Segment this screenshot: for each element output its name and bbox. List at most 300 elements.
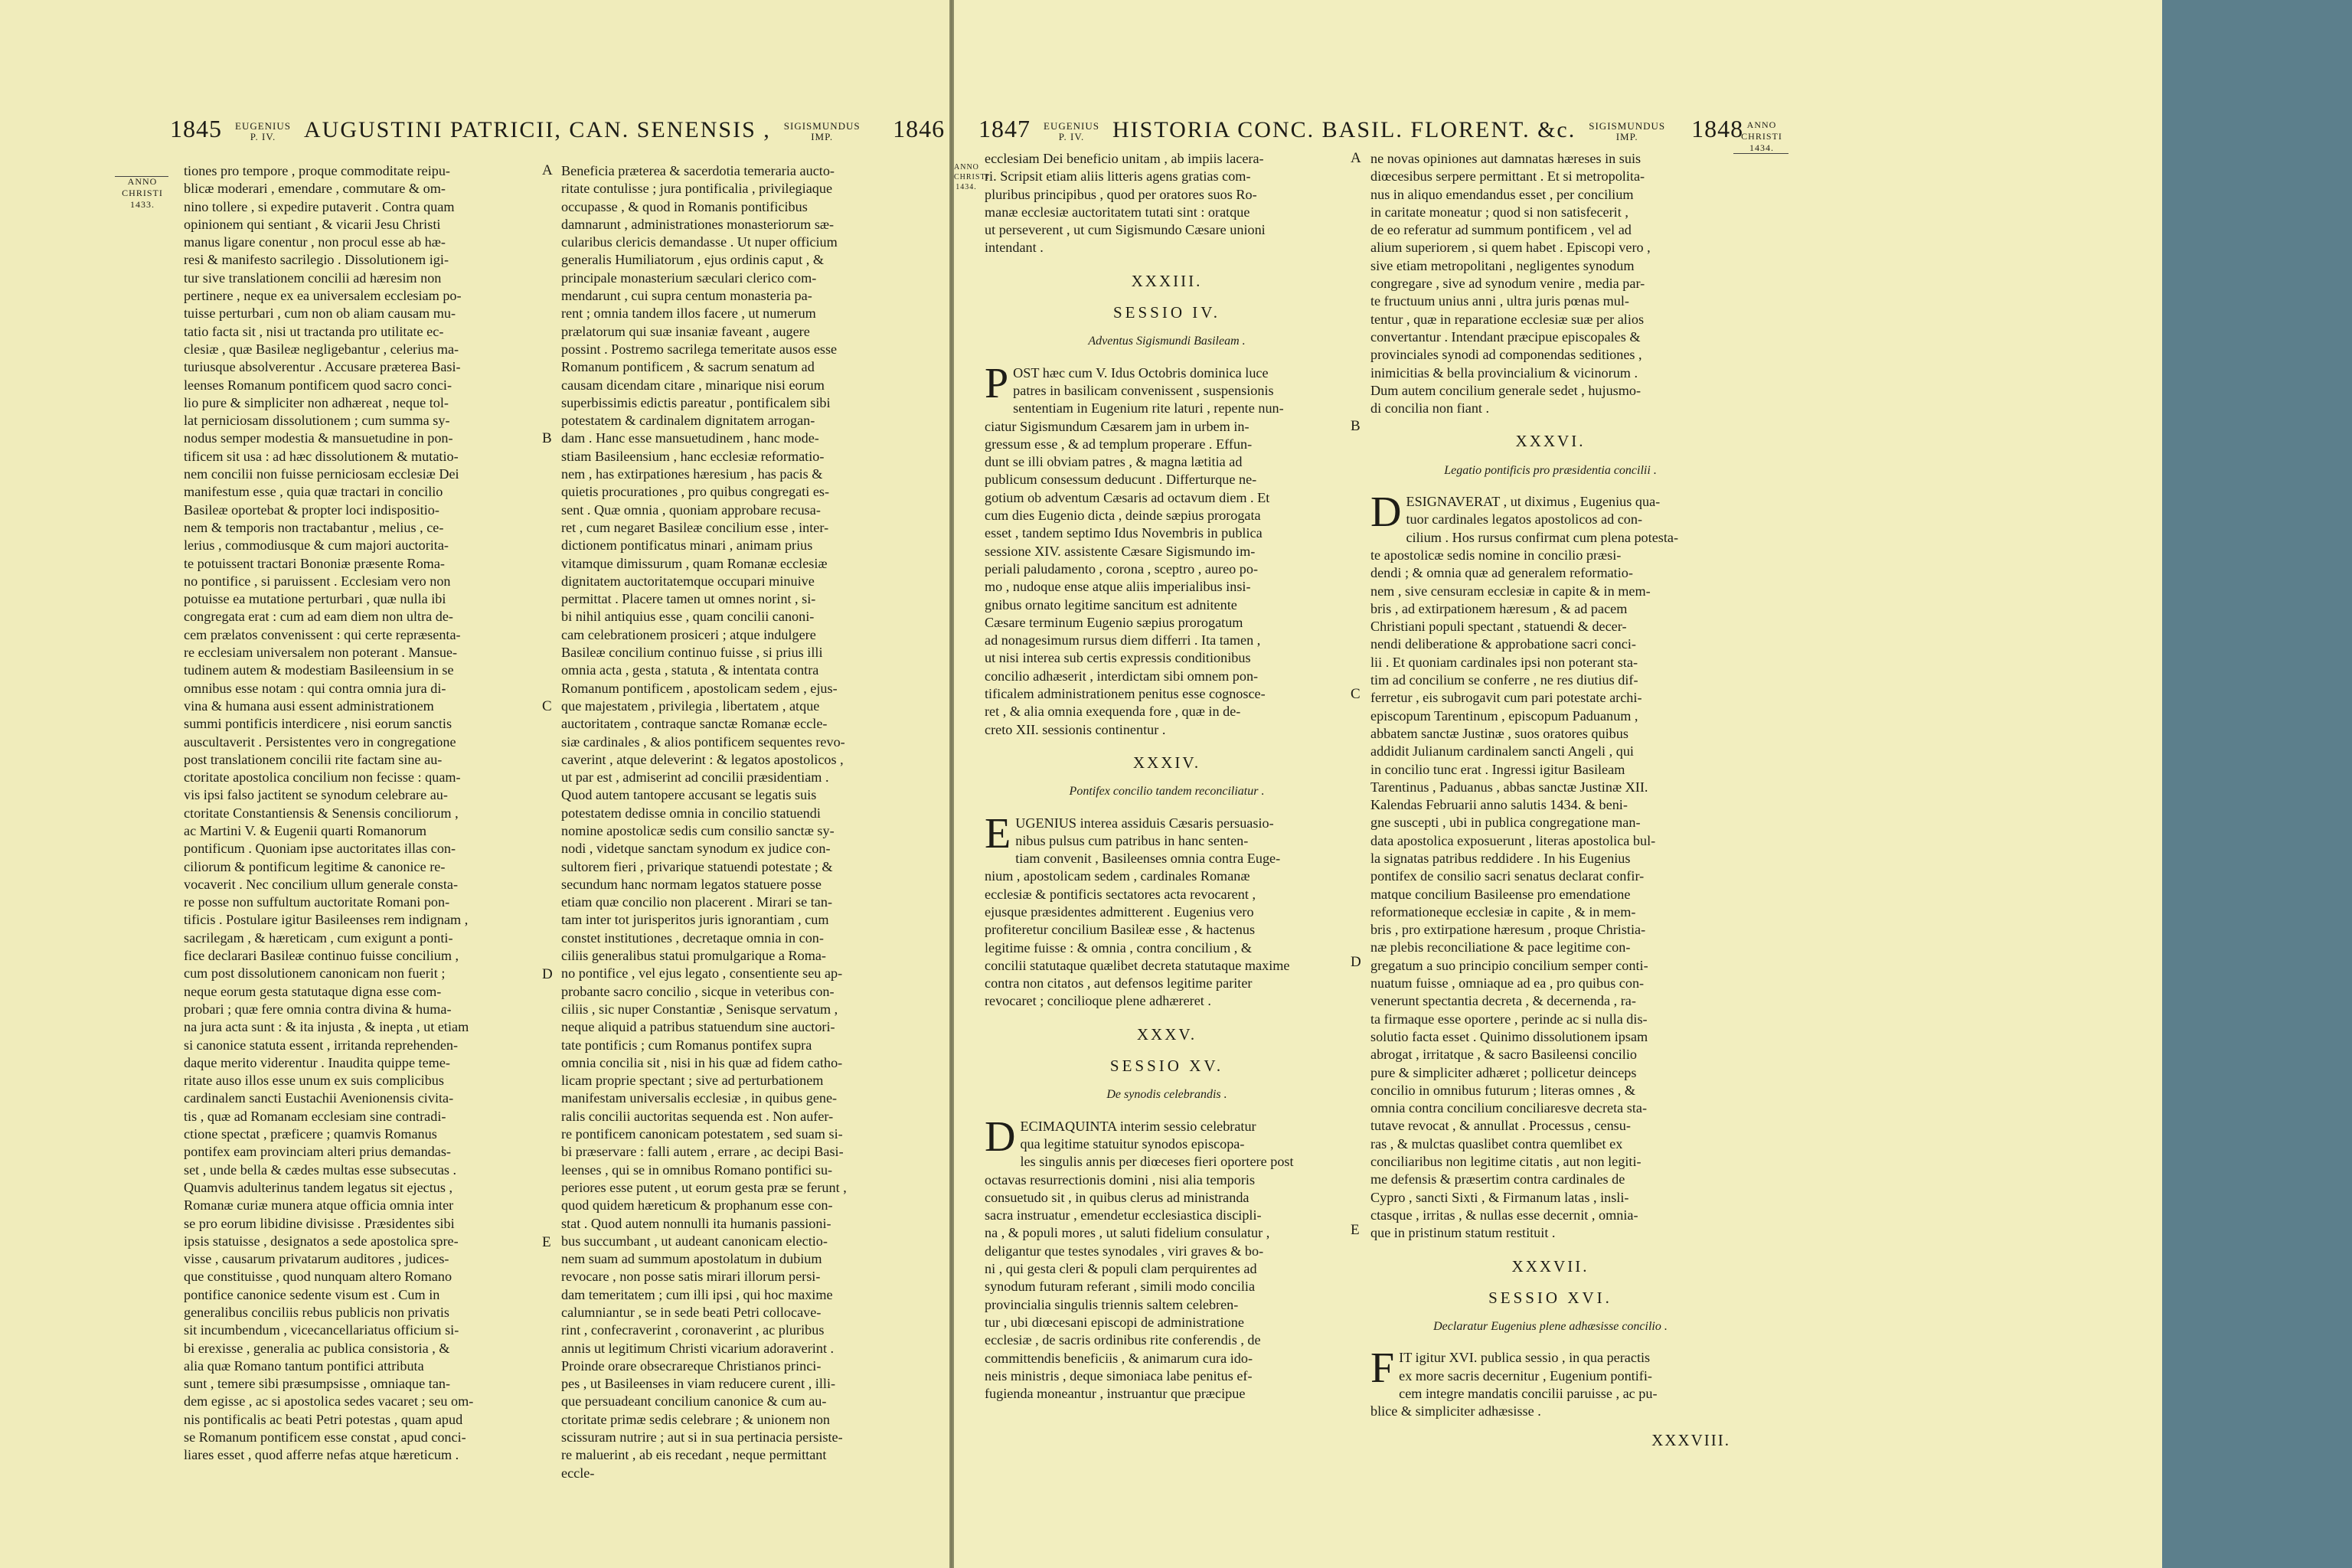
- running-head-eugenius: [235, 121, 291, 142]
- right-page-header: [978, 115, 1743, 143]
- text-line: te fructuum unius anni , ultra juris pœnas mul-: [1370, 293, 1629, 309]
- running-head-sigismundus: [784, 121, 861, 142]
- text-line: consuetudo sit , in quibus clerus ad ministranda: [985, 1189, 1250, 1205]
- text-line: neque eorum gesta statutaque digna esse com-: [184, 983, 442, 999]
- drop-cap: P: [985, 359, 1009, 407]
- text-line: leenses Romanum pontificem quod sacro conci-: [184, 377, 452, 393]
- text-line: ut par est , admiserint ad concilii præsidentiam .: [561, 769, 829, 786]
- text-line: Basileæ concilium continuo fuisse , si prius illi: [561, 645, 823, 661]
- text-line: nem , has extirpationes hæresium , has pacis &: [561, 466, 823, 482]
- text-line: constet institutiones , decretaque omnia in con-: [561, 929, 824, 946]
- text-line: lio pure & simpliciter non adhæreat , neque tol-: [184, 394, 449, 410]
- text-line: re pontificem canonicam potestatem , sed suam si-: [561, 1126, 843, 1142]
- text-line: periores esse putent , ut eorum gesta præ se ferunt ,: [561, 1179, 847, 1195]
- text-line: manifestum esse , quia quæ tractari in concilio: [184, 484, 443, 500]
- text-line: congregare , sive ad synodum venire , media par-: [1370, 276, 1645, 292]
- text-line: Quamvis adulterinus tandem legatus sit ejectus ,: [184, 1179, 453, 1195]
- text-line: de eo referatur ad summum pontificem , vel ad: [1370, 222, 1632, 238]
- margin-letter-b: B: [542, 430, 552, 446]
- paragraph-adventus: [985, 359, 1349, 739]
- text-line: Basileæ oportebat & propter loci indispositio-: [184, 501, 439, 518]
- text-line: quietis procurationes , pro quibus congregati es-: [561, 484, 830, 500]
- text-line: creto XII. sessionis continentur .: [985, 721, 1166, 737]
- text-line: manæ ecclesiæ auctoritatem tutati sint : oratque: [985, 204, 1250, 220]
- text-line: Beneficia præterea & sacerdotia temeraria aucto-: [561, 163, 835, 178]
- text-line: prælatorum qui suæ insaniæ faveant , augere: [561, 323, 810, 339]
- text-line: etiam quæ concilio non placerent . Mirari se tan-: [561, 894, 833, 910]
- margin-letter-d: D: [542, 966, 553, 982]
- text-line: nino tollere , si expedire putaverit . Contra quam: [184, 198, 455, 214]
- text-line: ipsis statuisse , designatos a sede apostolica spre-: [184, 1233, 459, 1249]
- text-line: cum dies Eugenio dicta , deinde sæpius prorogata: [985, 508, 1261, 524]
- text-line: tatio facta sit , nisi ut tractanda pro utilitate ec-: [184, 323, 444, 339]
- text-line: tificalem administrationem penitus esse cognosce-: [985, 686, 1266, 702]
- text-line: ut nisi interea sub certis expressis conditionibus: [985, 650, 1251, 666]
- text-line: dam temeritatem ; cum illi ipsi , qui hoc maxime: [561, 1286, 833, 1302]
- text-line: pontifice canonice sedente visum est . Cum in: [184, 1286, 440, 1302]
- running-head-line: IMP.: [1615, 131, 1638, 143]
- text-line: mo , nudoque ense atque aliis imperialibus insi-: [985, 579, 1251, 595]
- text-line: esset , tandem septimo Idus Novembris in publica: [985, 525, 1263, 541]
- text-line: tur , ubi diœcesani episcopi de administratione: [985, 1314, 1244, 1330]
- text-line: gregatum a suo principio concilium semper conti-: [1370, 957, 1648, 973]
- section-number-xxxiii: XXXIII.: [1131, 271, 1203, 290]
- text-line: cam celebrationem prosiceri ; atque indulgere: [561, 626, 816, 642]
- text-line: blicæ moderari , emendare , commutare & om-: [184, 181, 446, 197]
- text-line: ecclesiæ & pontificis sectatores acta revocarent ,: [985, 886, 1256, 902]
- text-line: dem egisse , ac si apostolica sedes vacaret ; seu om-: [184, 1393, 474, 1410]
- text-line: manifestam universalis ecclesiæ , in quibus gene-: [561, 1090, 838, 1106]
- page-number-1848: 1848: [1691, 115, 1744, 142]
- text-line: tificis . Postulare igitur Basileenses rem indignam ,: [184, 912, 469, 928]
- text-line: sent . Quæ omnia , quoniam approbare recusa-: [561, 501, 821, 518]
- text-line: ecclesiam Dei beneficio unitam , ab impiis lacera-: [985, 151, 1264, 166]
- text-line: neis ministris , deque simoniaca labe penitus ef-: [985, 1367, 1253, 1383]
- text-line: OST hæc cum V. Idus Octobris dominica luce: [1013, 364, 1269, 381]
- text-line: ad nonagesimum rursus diem differri . Ita tamen ,: [985, 632, 1261, 648]
- text-line: publicum consessum deducunt . Differturque ne-: [985, 472, 1257, 488]
- running-head-line: P. IV.: [250, 131, 276, 143]
- text-line: episcopum Tarentinum , episcopum Paduanum ,: [1370, 707, 1638, 724]
- text-line: revocare , non posse satis mirari illorum persi-: [561, 1269, 821, 1285]
- text-line: potestatem & cardinalem dignitatem arrogan-: [561, 413, 815, 429]
- text-line: Romanum pontificem , apostolicam sedem , ejus-: [561, 680, 838, 696]
- text-line: provincialia singulis triennis saltem celebren-: [985, 1296, 1239, 1312]
- margin-letter-e: E: [542, 1234, 551, 1250]
- text-line: diœcesibus serpere permittant . Et si metropolita-: [1370, 168, 1645, 185]
- text-line: cem prælatos convenissent : qui certe repræsenta-: [184, 626, 461, 642]
- text-line: siæ cardinales , & alios pontificem sequentes revo-: [561, 733, 845, 750]
- text-line: te apostolicæ sedis nomine in concilio præsi-: [1370, 547, 1622, 563]
- text-line: secundum hanc normam legatos statuere posse: [561, 876, 822, 892]
- text-line: potuisse ea mutatione perturbari , quæ nulla ibi: [184, 591, 446, 607]
- text-line: pontificum . Quoniam ipse auctoritates illas con-: [184, 841, 456, 857]
- text-line: vina & humana ausi essent administrationem: [184, 697, 434, 714]
- margin-letter-a: A: [1351, 150, 1361, 166]
- drop-cap: E: [985, 809, 1011, 858]
- running-head-eugenius: [1044, 121, 1099, 142]
- text-line: ciliorum & pontificum legitime & canonice re-: [184, 858, 446, 874]
- text-line: principale monasterium sæculari clerico com-: [561, 270, 817, 286]
- text-line: nis pontificalis ac beati Petri potestas , quam apud: [184, 1411, 463, 1427]
- text-line: ctoritate Constantiensis & Senensis conciliorum ,: [184, 805, 459, 821]
- text-line: pes , ut Basileenses in viam reducere curent , illi-: [561, 1376, 836, 1392]
- text-line: tutave revocat , & annullat . Processus , censu-: [1370, 1118, 1631, 1134]
- text-line: les singulis annis per diœceses fieri oportere post: [1020, 1154, 1294, 1170]
- text-line: no pontifice , si paruissent . Ecclesiam vero non: [184, 573, 451, 589]
- text-line: ex more sacris decernitur , Eugenium pontifi-: [1399, 1367, 1652, 1383]
- text-line: gne suscepti , ubi in publica congregatione man-: [1370, 815, 1641, 831]
- margin-note-line: ANNO: [954, 163, 979, 172]
- text-line: ciliis generalibus statui promulgarique a Roma-: [561, 948, 826, 964]
- text-line: blice & simpliciter adhæsisse .: [1370, 1403, 1541, 1419]
- text-line: na jura acta sunt : & ita injusta , & inepta , ut etiam: [184, 1019, 469, 1035]
- text-line: re posse non suffultum auctoritate Romani pon-: [184, 894, 450, 910]
- text-line: rint , confecraverint , coronaverint , ac pluribus: [561, 1322, 825, 1338]
- text-line: Christiani populi spectant , statuendi & decer-: [1370, 619, 1627, 635]
- anno-christi-note-inner: [954, 162, 989, 192]
- text-line: que majestatem , privilegia , libertatem , atque: [561, 697, 820, 714]
- margin-note-line: CHRISTI: [122, 188, 163, 198]
- page-number-1847: 1847: [978, 115, 1031, 142]
- text-line: cularibus clericis demandasse . Ut nuper officium: [561, 234, 838, 250]
- text-line: nodus semper modestia & mansuetudine in pon-: [184, 430, 453, 446]
- text-line: nuatum fuisse , omniaque ad ea , pro quibus con-: [1370, 975, 1645, 991]
- section-subtitle: Pontifex concilio tandem reconciliatur .: [1069, 785, 1265, 799]
- text-line: ESIGNAVERAT , ut diximus , Eugenius qua-: [1406, 494, 1661, 510]
- text-line: ri. Scripsit etiam aliis litteris agens gratias com-: [985, 168, 1251, 185]
- text-line: tur sive translationem concilii ad hæresim non: [184, 270, 442, 286]
- text-line: ret , cum negaret Basileæ concilium esse , inter-: [561, 519, 829, 535]
- text-line: tentur , quæ in reparatione ecclesiæ suæ per alios: [1370, 311, 1645, 327]
- margin-letter-c: C: [542, 698, 552, 714]
- text-line: potestatem dedisse omnia in concilio statuendi: [561, 805, 821, 821]
- text-line: Kalendas Februarii anno salutis 1434. & beni-: [1370, 797, 1628, 813]
- text-line: rent ; omnia tandem illos facere , ut numerum: [561, 305, 816, 322]
- text-line: ret , & alia omnia exequenda fore , quæ in de-: [985, 704, 1241, 720]
- margin-note-line: ANNO: [1746, 119, 1777, 130]
- text-line: liares esset , quod afferre nefas atque hæreticum .: [184, 1447, 459, 1463]
- text-line: permittat . Placere tamen ut omnes norint , si-: [561, 591, 816, 607]
- margin-note-line: 1434.: [1749, 142, 1774, 153]
- text-line: abrogat , irritatque , & sacro Basileensi concilio: [1370, 1047, 1637, 1063]
- text-line: vis ipsi falso jactitent se synodum celebrare au-: [184, 787, 448, 803]
- text-line: Dum autem concilium generale sedet , hujusmo-: [1370, 382, 1642, 398]
- text-line: addidit Julianum cardinalem sancti Angeli , qui: [1370, 743, 1634, 760]
- text-line: calumniantur , se in sede beati Petri collocave-: [561, 1305, 822, 1320]
- text-line: in concilio tunc erat . Ingressi igitur Basileam: [1370, 761, 1625, 777]
- text-line: contra non citatos , aut defensos legitime pariter: [985, 975, 1253, 991]
- text-line: tam inter tot jurisperitos juris ignorantiam , cum: [561, 912, 829, 928]
- text-line: ac Martini V. & Eugenii quarti Romanorum: [184, 822, 427, 838]
- text-line: deligantur que testes synodales , viri graves & bo-: [985, 1243, 1264, 1259]
- text-line: nendi deliberatione & approbatione sacri conci-: [1370, 636, 1636, 652]
- text-line: tudinem autem & modestiam Basileensium in se: [184, 662, 454, 678]
- text-line: pertinere , neque ex ea universalem ecclesiam po-: [184, 288, 462, 304]
- text-line: cem integre mandatis concilii paruisse , ac pu-: [1399, 1386, 1658, 1401]
- running-head-sigismundus: [1589, 121, 1665, 142]
- text-line: congregata erat : cum ad eam diem non ultra de-: [184, 609, 453, 625]
- text-line: visse , causarum privatarum auditores , judices-: [184, 1251, 449, 1267]
- text-line: reformationeque ecclesiæ in capite , & in mem-: [1370, 903, 1636, 920]
- left-page-header: [170, 115, 945, 143]
- text-line: solutio facta esset . Quinimo dissolutionem ipsam: [1370, 1028, 1648, 1044]
- text-line: fugienda moneantur , instruantur que præcipue: [985, 1386, 1246, 1402]
- text-line: ciatur Sigismundum Cæsarem jam in urbem in-: [985, 418, 1250, 434]
- anno-christi-note-right: [1733, 119, 1790, 154]
- section-number-xxxvii: XXXVII.: [1511, 1256, 1589, 1276]
- text-line: se Romanum pontificem esse constat , apud conci-: [184, 1429, 466, 1446]
- text-line: bus succumbant , ut audeant canonicam electio-: [561, 1233, 828, 1249]
- text-line: tiam convenit , Basileenses omnia contra Euge-: [1015, 851, 1281, 867]
- text-line: nibus pulsus cum patribus in hanc senten-: [1015, 832, 1249, 848]
- text-line: provinciales synodi ad componendas seditiones ,: [1370, 347, 1642, 363]
- section-subtitle: Declaratur Eugenius plene adhæsisse concilio .: [1433, 1320, 1668, 1334]
- text-line: dignitatem auctoritatemque occupari minuive: [561, 573, 815, 589]
- section-number-xxxv: XXXV.: [1136, 1024, 1197, 1044]
- text-line: sunt , temere sibi præsumpsisse , omniaque tan-: [184, 1376, 451, 1392]
- text-line: ne novas opiniones aut damnatas hæreses in suis: [1370, 151, 1642, 166]
- left-column-2: [561, 162, 919, 1482]
- page-number-1845: 1845: [170, 115, 222, 142]
- text-line: no pontifice , vel ejus legato , consentiente seu ap-: [561, 965, 843, 982]
- paragraph-declaratur: [1370, 1344, 1730, 1420]
- text-line: quod quidem hæreticum & prophanum esse con-: [561, 1197, 833, 1214]
- text-line: caverint , atque deleverint : & legatos apostolicos ,: [561, 751, 844, 767]
- session-title-xv: SESSIO XV.: [1109, 1057, 1224, 1076]
- left-page-title: AUGUSTINI PATRICII, CAN. SENENSIS ,: [304, 117, 771, 142]
- text-line: ferretur , eis subrogavit cum pari potestate archi-: [1370, 690, 1642, 706]
- text-line: re ecclesiam universalem non poterant . Mansue-: [184, 645, 458, 661]
- text-line: lerius , commodiusque & cum majori auctorita-: [184, 537, 449, 554]
- text-line: octavas resurrectionis domini , nisi alia temporis: [985, 1171, 1256, 1187]
- section-number-xxxiv: XXXIV.: [1132, 753, 1201, 772]
- section-subtitle: Adventus Sigismundi Basileam .: [1088, 335, 1246, 348]
- text-line: auctoritatem , contraque sanctæ Romanæ eccle-: [561, 716, 828, 732]
- text-line: sive etiam metropolitani , negligentes synodum: [1370, 257, 1635, 273]
- margin-letter-d: D: [1351, 954, 1361, 970]
- margin-letter-b: B: [1351, 418, 1361, 434]
- text-line: Cæsare terminum Eugenio sæpius prorogatum: [985, 614, 1243, 630]
- text-line: concilio in omnibus futurum ; literas omnes , &: [1370, 1082, 1636, 1098]
- section-number-xxxviii: XXXVIII.: [1651, 1430, 1730, 1449]
- text-line: data apostolica exposuerunt , literas apostolica bul-: [1370, 832, 1656, 848]
- text-line: sententiam in Eugenium rite laturi , repente nun-: [1013, 400, 1284, 416]
- text-line: ritate contulisse ; jura pontificalia , privilegiaque: [561, 181, 833, 197]
- text-line: pontifex eam provinciam alteri prius demandas-: [184, 1144, 451, 1160]
- session-title-xvi: SESSIO XVI.: [1488, 1288, 1612, 1307]
- text-line: ctoritate apostolica concilium non fecisse : quam-: [184, 769, 461, 786]
- text-line: dendi ; & omnia quæ ad generalem reformatio-: [1370, 565, 1633, 581]
- text-line: que persuadeant concilium canonice & cum au-: [561, 1393, 827, 1410]
- text-line: superbissimis edictis pareatur , pontificalem sibi: [561, 394, 831, 410]
- text-line: ut perseverent , ut cum Sigismundo Cæsare unioni: [985, 222, 1266, 238]
- text-line: stiam Basileensium , hanc ecclesiæ reformatio-: [561, 448, 825, 464]
- left-page: [0, 0, 949, 1568]
- text-line: legitime fuisse : & omnia , contra concilium , &: [985, 939, 1253, 956]
- text-line: concilii statutaque quælibet decreta statutaque maxime: [985, 957, 1290, 973]
- text-line: ciliis , sic nuper Constantiæ , Senisque servatum ,: [561, 1001, 838, 1017]
- running-head-line: SIGISMUNDUS: [783, 120, 861, 132]
- text-line: daque merito viderentur . Inaudita quippe teme-: [184, 1054, 450, 1070]
- text-line: re maluerint , ab eis recedant , neque permittant: [561, 1447, 827, 1463]
- text-line: bris , ad extirpationem hæresum , & ad pacem: [1370, 600, 1628, 616]
- text-line: IT igitur XVI. publica sessio , in qua peractis: [1399, 1350, 1651, 1366]
- text-line: gressum esse , & ad templum properare . Effun-: [985, 436, 1253, 452]
- right-column-1: [985, 150, 1349, 1403]
- paragraph-legatio: [1370, 488, 1730, 1242]
- text-line: Proinde orare obsecrareque Christianos princi-: [561, 1357, 822, 1374]
- text-line: Romanæ curiæ munera atque officia omnia inter: [184, 1197, 454, 1214]
- right-column-2: [1370, 150, 1730, 1449]
- right-page: [954, 0, 2162, 1568]
- text-line: ejusque præsidentes admitterent . Eugenius vero: [985, 903, 1254, 920]
- section-subtitle: Legatio pontificis pro præsidentia concilii .: [1444, 463, 1657, 477]
- text-line: resi & manifesto sacrilegio . Dissolutionem igi-: [184, 252, 449, 268]
- text-line: nus in aliquo emendandus esset , per concilium: [1370, 186, 1634, 202]
- text-line: alia quæ Romano tantum pontifici attributa: [184, 1357, 424, 1374]
- text-line: ni , qui gesta cleri & populi clam perquirentes ad: [985, 1261, 1257, 1277]
- text-line: tim ad concilium se conferre , ne res diutius dif-: [1370, 672, 1638, 688]
- text-line: in caritate moneatur ; quod si non satisfecerit ,: [1370, 204, 1628, 220]
- text-line: omnia acta , gesta , statuta , & intentata contra: [561, 662, 819, 678]
- text-line: pontifex de consilio sacri senatus declarat confir-: [1370, 868, 1645, 884]
- text-line: nem & temporis non tractabantur , melius , ce-: [184, 519, 444, 535]
- text-line: que constituisse , quod nunquam altero Romano: [184, 1269, 452, 1285]
- text-line: tis , quæ ad Romanam ecclesiam sine contradi-: [184, 1108, 446, 1124]
- text-line: ctasque , irritas , & nullas esse decernit , omnia-: [1370, 1207, 1638, 1223]
- margin-letter-c: C: [1351, 686, 1361, 702]
- text-line: ECIMAQUINTA interim sessio celebratur: [1020, 1118, 1256, 1134]
- text-line: possint . Postremo sacrilega temeritate ausos esse: [561, 341, 838, 357]
- text-line: dictionem pontificatus minari , animam prius: [561, 537, 813, 554]
- text-line: ecclesiæ , de sacris ordinibus rite conferendis , de: [985, 1332, 1261, 1348]
- text-line: post translationem concilii rite factam sine au-: [184, 751, 443, 767]
- text-line: sessione XIV. assistente Cæsare Sigismundo im-: [985, 543, 1256, 559]
- text-line: vocaverit . Nec concilium ullum generale consta-: [184, 876, 459, 892]
- text-line: intendant .: [985, 240, 1044, 256]
- paragraph-pontifex: [985, 809, 1349, 1011]
- text-line: qua legitime statuitur synodos episcopa-: [1020, 1135, 1245, 1152]
- text-line: tate pontificis ; cum Romanus pontifex supra: [561, 1037, 812, 1053]
- left-column-1: [184, 162, 536, 1465]
- text-line: gotium ob adventum Cæsaris ad octavum diem . Et: [985, 489, 1270, 505]
- text-line: bi nihil antiquius esse , quam concilii canoni-: [561, 609, 815, 625]
- text-line: bi præservare : falli autem , errare , ac decipi Basi-: [561, 1144, 844, 1160]
- text-line: ta firmaque esse oportere , perinde ac si nulla dis-: [1370, 1011, 1648, 1027]
- text-line: dunt se illi obviam patres , & magna lætitia ad: [985, 454, 1243, 470]
- text-line: la signatas patribus reddidere . In his Eugenius: [1370, 850, 1631, 866]
- text-line: sacra instruatur , emendetur ecclesiastica discipli-: [985, 1207, 1262, 1223]
- text-line: lat perniciosam dissolutionem ; cum summa sy-: [184, 413, 450, 429]
- text-line: tificem sit usa : ad hæc dissolutionem & mutatio-: [184, 448, 459, 464]
- text-line: tuisse perturbari , cum non ob aliam causam mu-: [184, 305, 456, 322]
- running-head-line: IMP.: [811, 131, 834, 143]
- text-line: gnibus ornato legitime sancitum est adnitente: [985, 596, 1237, 612]
- text-line: ctione spectat , præficere ; quamvis Romanus: [184, 1126, 437, 1142]
- text-line: cum post dissolutionem canonicam non fuerit ;: [184, 965, 446, 982]
- running-head-line: EUGENIUS: [1044, 120, 1099, 132]
- text-line: scissuram nutrire ; aut si in sua pertinacia persiste-: [561, 1429, 843, 1446]
- margin-note-line: 1434.: [956, 183, 977, 191]
- text-line: opinionem qui sentiant , & vicarii Jesu Christi: [184, 216, 441, 232]
- right-page-title: HISTORIA CONC. BASIL. FLORENT. &c.: [1112, 117, 1576, 142]
- margin-note-line: CHRISTI: [954, 173, 989, 181]
- text-line: nodi , videtque sanctam synodum ex judice con-: [561, 841, 831, 857]
- running-head-line: P. IV.: [1058, 131, 1085, 143]
- margin-note-line: 1433.: [130, 199, 155, 210]
- text-line: nium , apostolicam sedem , cardinales Romanæ: [985, 868, 1250, 884]
- text-line: eccle-: [561, 1465, 595, 1481]
- text-line: ritate auso illos esse unum ex suis complicibus: [184, 1073, 444, 1089]
- text-line: næ plebis reconciliatione & pace legitime con-: [1370, 939, 1631, 956]
- text-line: di concilia non fiant .: [1370, 400, 1490, 416]
- text-line: profiteretur concilium Basileæ esse , & hactenus: [985, 922, 1256, 938]
- section-subtitle: De synodis celebrandis .: [1106, 1088, 1227, 1102]
- text-line: que in pristinum statum restituit .: [1370, 1225, 1556, 1241]
- anno-christi-note-left: [115, 176, 170, 211]
- text-line: ralis concilii auctoritas sequenda est . Non aufer-: [561, 1108, 834, 1124]
- session-title-iv: SESSIO IV.: [1113, 303, 1220, 322]
- text-line: concilio adhæserit , interdictam sibi omnem pon-: [985, 668, 1259, 684]
- running-head-line: EUGENIUS: [235, 120, 291, 132]
- section-number-xxxvi: XXXVI.: [1515, 432, 1586, 451]
- paragraph-synodis: [985, 1112, 1349, 1403]
- text-line: Tarentinus , Paduanus , abbas sanctæ Justinæ XII.: [1370, 779, 1648, 795]
- text-line: omnibus esse notam : qui contra omnia jura di-: [184, 680, 446, 696]
- text-line: vitamque dimissurum , quam Romanæ ecclesiæ: [561, 555, 828, 571]
- drop-cap: D: [985, 1112, 1016, 1161]
- text-line: synodum futuram referant , simili modo concilia: [985, 1279, 1256, 1295]
- text-line: si canonice statuta essent , irritanda reprehenden-: [184, 1037, 459, 1053]
- text-line: inimicitias & bella provincialium & vicinorum .: [1370, 364, 1638, 381]
- text-line: stat . Quod autem nonnulli ita humanis passioni-: [561, 1215, 831, 1231]
- text-line: convertantur . Intendant præcipue episcopales &: [1370, 328, 1641, 345]
- text-line: probante sacro concilio , sicque in veteribus con-: [561, 983, 835, 999]
- text-line: revocaret ; concilioque plene adhæreret .: [985, 993, 1211, 1009]
- text-line: nem concilii non fuisse perniciosam ecclesiæ Dei: [184, 466, 459, 482]
- text-line: Quod autem tantopere accusant se legatis suis: [561, 787, 817, 803]
- text-line: sit incumbendum , vicecancellariatus officium si-: [184, 1322, 459, 1338]
- text-line: alium superiorem , si quem habet . Episcopi vero ,: [1370, 240, 1651, 256]
- text-line: se pro eorum libidine divisisse . Præsidentes sibi: [184, 1215, 455, 1231]
- text-line: pure & simpliciter adhæret ; pollicetur deinceps: [1370, 1064, 1637, 1080]
- text-line: annis ut legitimum Christi vicarium adoraverint .: [561, 1340, 835, 1356]
- text-line: nem , sive censuram ecclesiæ in capite & in mem-: [1370, 583, 1651, 599]
- text-line: venerunt spectantia decreta , & decernenda , ra-: [1370, 993, 1636, 1009]
- text-line: fice declarari Basileæ continuo fuisse concilium ,: [184, 948, 459, 964]
- text-line: causam dicendam citare , minarique nisi eorum: [561, 377, 825, 393]
- margin-note-line: ANNO: [127, 176, 158, 187]
- drop-cap: D: [1370, 488, 1402, 537]
- text-line: cardinalem sancti Eustachii Avenionensis civita-: [184, 1090, 454, 1106]
- text-line: lii . Et quoniam cardinales ipsi non poterant sta-: [1370, 654, 1638, 670]
- page-number-1846: 1846: [893, 115, 946, 142]
- text-line: ctoritate primæ sedis celebrare ; & unionem non: [561, 1411, 831, 1427]
- text-line: occupasse , & quod in Romanis pontificibus: [561, 198, 808, 214]
- text-line: nomine apostolicæ sedis cum consilio sanctæ sy-: [561, 822, 835, 838]
- text-line: generalibus conciliis rebus publicis non privatis: [184, 1305, 450, 1320]
- text-line: sultorem fieri , privarique statuendi potestate ; &: [561, 858, 833, 874]
- margin-letter-a: A: [542, 162, 553, 178]
- text-line: neque aliquid a patribus statuendum sine auctori-: [561, 1019, 835, 1035]
- text-line: probari ; quæ fere omnia contra divina & huma-: [184, 1001, 452, 1017]
- text-line: bris , pro extirpatione hæresum , proque Christia-: [1370, 922, 1646, 938]
- text-line: generalis Humiliatorum , ejus ordinis caput , &: [561, 252, 824, 268]
- text-line: UGENIUS interea assiduis Cæsaris persuasio-: [1015, 815, 1274, 831]
- text-line: Cypro , sancti Sixti , & Firmanum latas , insli-: [1370, 1189, 1629, 1205]
- text-line: abbatem sanctæ Justinæ , suos oratores quibus: [1370, 725, 1628, 741]
